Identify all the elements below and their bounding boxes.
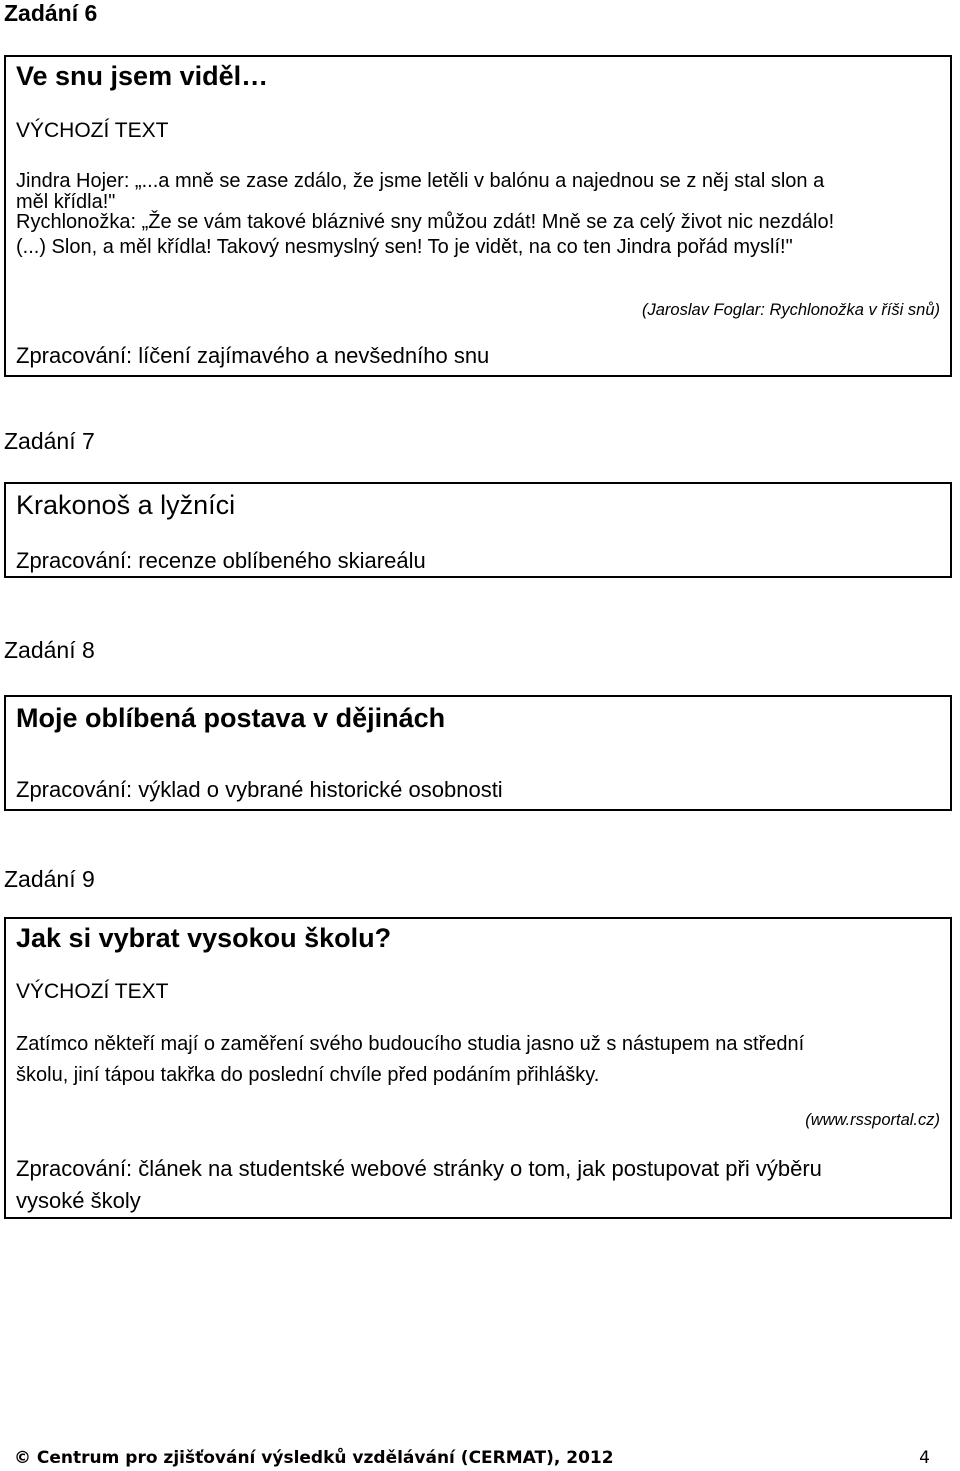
assignment-6-box (4, 55, 952, 377)
task-text: líčení zajímavého a nevšedního snu (132, 343, 490, 368)
task-line (16, 774, 940, 806)
task-line (16, 340, 940, 372)
assignment-8-box (4, 695, 952, 811)
source-text-line: Jindra Hojer: „...a mně se zase zdálo, že jsme letěli v balónu a najednou se z něj stal slon a (16, 170, 825, 192)
source-text-line: Rychlonožka: „Že se vám takové bláznivé sny můžou zdát! Mně se za celý život nic nezdálo! (16, 211, 835, 233)
source-text-label: VÝCHOZÍ TEXT (16, 980, 169, 1003)
task-text: výklad o vybrané historické osobnosti (132, 777, 503, 802)
source-citation: (Jaroslav Foglar: Rychlonožka v říši snů) (641, 301, 940, 319)
assignment-9-heading: Zadání 9 (4, 866, 95, 892)
task-label: Zpracování: (16, 1156, 133, 1181)
assignment-7-title: Krakonoš a lyžníci (16, 490, 236, 520)
assignment-7-heading: Zadání 7 (4, 428, 95, 454)
source-citation: (www.rssportal.cz) (805, 1111, 940, 1129)
source-text (16, 169, 940, 260)
assignment-9-title: Jak si vybrat vysokou školu? (16, 923, 392, 953)
assignment-6-heading: Zadání 6 (4, 0, 98, 26)
task-line (16, 545, 940, 577)
task-label: Zpracování: (16, 548, 133, 573)
source-text-line: školu, jiní tápou takřka do poslední chvíle před podáním přihlášky. (16, 1064, 600, 1086)
page-footer (14, 1447, 930, 1469)
source-text (16, 1029, 940, 1091)
task-text-continued: vysoké školy (16, 1188, 141, 1213)
source-text-line: Zatímco někteří mají o zaměření svého budoucího studia jasno už s nástupem na střední (16, 1033, 805, 1055)
task-label: Zpracování: (16, 777, 133, 802)
assignment-6-title: Ve snu jsem viděl… (16, 61, 269, 91)
source-text-line: měl křídla!" (16, 191, 116, 213)
page-number: 4 (919, 1448, 930, 1468)
task-text: článek na studentské webové stránky o tom, jak postupovat při výběru (132, 1156, 822, 1181)
assignment-7-box (4, 482, 952, 578)
task-line (16, 1153, 940, 1217)
assignment-8-heading: Zadání 8 (4, 637, 95, 663)
assignment-8-title: Moje oblíbená postava v dějinách (16, 703, 446, 733)
task-label: Zpracování: (16, 343, 133, 368)
footer-copyright: © Centrum pro zjišťování výsledků vzdělávání (CERMAT), 2012 (14, 1448, 614, 1468)
source-text-label: VÝCHOZÍ TEXT (16, 119, 169, 142)
task-text: recenze oblíbeného skiareálu (132, 548, 426, 573)
assignment-9-box (4, 917, 952, 1219)
source-text-line: (...) Slon, a měl křídla! Takový nesmyslný sen! To je vidět, na co ten Jindra pořád myslí!" (16, 236, 793, 258)
